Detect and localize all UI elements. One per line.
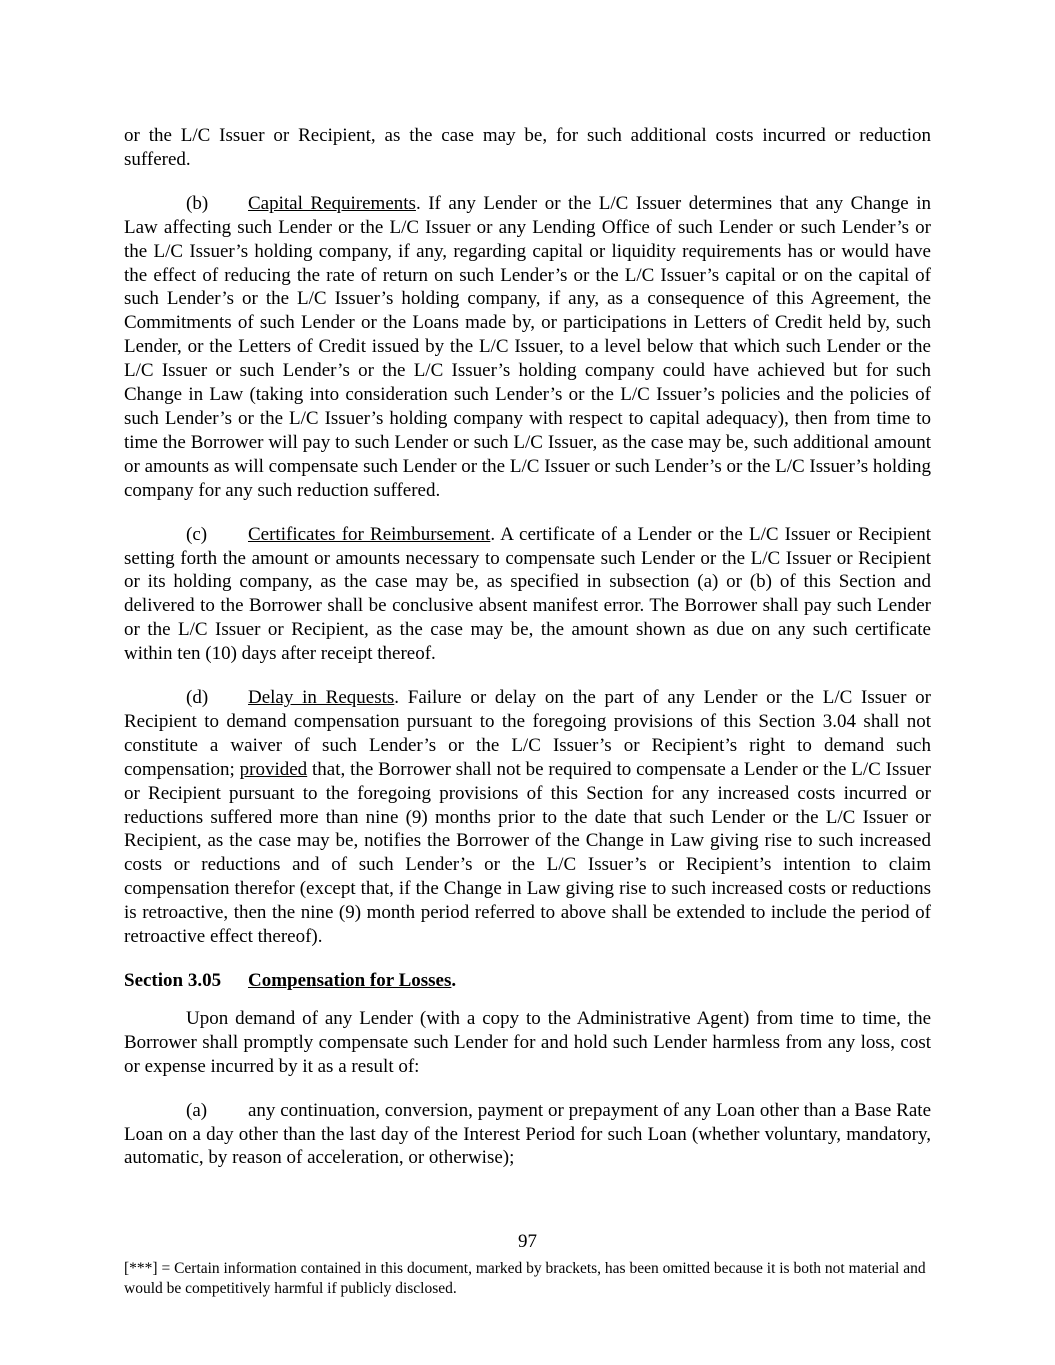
footnote: [***] = Certain information contained in this document, marked by brackets, has been omitted because it is both not material and would be competitively harmful if publicly disclosed.: [124, 1260, 926, 1297]
paragraph-b-title: Capital Requirements: [248, 192, 416, 214]
section-intro: Upon demand of any Lender (with a copy to the Administrative Agent) from time to time, the Borrower shall promptly compensate such Lender for and hold such Lender harmless from any loss, cost or expense incurred by it as a result of:: [124, 1007, 931, 1077]
continuation-paragraph: or the L/C Issuer or Recipient, as the case may be, for such additional costs incurred or reduction suffered.: [124, 125, 931, 170]
page-number: 97: [518, 1231, 537, 1252]
paragraph-d-body-2: that, the Borrower shall not be required to compensate a Lender or the L/C Issuer or Recipient pursuant to the foregoing provisions of this Section for any increased costs incurred or reductions suffered more than nine (9) months prior to the date that such Lender or the L/C Issuer or Recipient, as the case may be, notifies the Borrower of the Change in Law giving rise to such increased costs or reductions and of such Lender’s or the L/C Issuer’s or Recipient’s intention to claim compensation therefor (except that, if the Change in Law giving rise to such increased costs or reductions is retroactive, then the nine (9) month period referred to above shall be extended to include the period of retroactive effect thereof).: [124, 758, 931, 948]
document-body: [124, 124, 931, 1190]
paragraph-c: [124, 523, 931, 666]
paragraph-d-provided: provided: [239, 758, 308, 780]
paragraph-c-label: (c): [186, 523, 208, 545]
paragraph-b-label: (b): [186, 192, 209, 214]
paragraph-c-title: Certificates for Reimbursement: [248, 523, 491, 545]
paragraph-d-body-1: . Failure or delay on the part of any Lender or the L/C Issuer or Recipient to demand compensation pursuant to the foregoing provisions of this Section 3.04 shall not constitute a waiver of such Lender’s or the L/C Issuer’s or Recipient’s right to demand such compensation;: [124, 687, 931, 780]
item-a-label: (a): [186, 1099, 208, 1121]
paragraph-d: [124, 686, 931, 949]
item-a-body: any continuation, conversion, payment or prepayment of any Loan other than a Base Rate Loan on a day other than the last day of the Interest Period for such Loan (whether voluntary, mandatory, automatic, by reason of acceleration, or otherwise);: [124, 1099, 931, 1169]
paragraph-b: [124, 192, 931, 503]
paragraph-d-title: Delay in Requests: [248, 687, 395, 709]
section-number: Section 3.05: [124, 970, 222, 991]
section-title-period: .: [451, 970, 457, 991]
paragraph-c-body: . A certificate of a Lender or the L/C Issuer or Recipient setting forth the amount or amounts necessary to compensate such Lender or the L/C Issuer or Recipient or its holding company, as the case may be, as specified in subsection (a) or (b) of this Section and delivered to the Borrower shall be conclusive absent manifest error. The Borrower shall pay such Lender or the L/C Issuer or Recipient, as the case may be, the amount shown as due on any such certificate within ten (10) days after receipt thereof.: [124, 523, 931, 665]
paragraph-b-body: . If any Lender or the L/C Issuer determines that any Change in Law affecting such Lender or the L/C Issuer or any Lending Office of such Lender or such Lender’s or the L/C Issuer’s holding company, if any, regarding capital or liquidity requirements has or would have the effect of reducing the rate of return on such Lender’s or the L/C Issuer’s capital or on the capital of such Lender’s or the L/C Issuer’s holding company, if any, as a consequence of this Agreement, the Commitments of such Lender or the Loans made by, or participations in Letters of Credit held by, such Lender, or the Letters of Credit issued by the L/C Issuer, to a level below that which such Lender or the L/C Issuer or such Lender’s or the L/C Issuer’s holding company could have achieved but for such Change in Law (taking into consideration such Lender’s or the L/C Issuer’s policies and the policies of such Lender’s or the L/C Issuer’s holding company with respect to capital adequacy), then from time to time the Borrower will pay to such Lender or such L/C Issuer, as the case may be, such additional amount or amounts as will compensate such Lender or the L/C Issuer or such Lender’s or the L/C Issuer’s holding company for any such reduction suffered.: [124, 192, 931, 501]
item-a: [124, 1099, 931, 1171]
paragraph-d-label: (d): [186, 687, 209, 709]
section-heading: [124, 969, 931, 993]
section-title: Compensation for Losses: [248, 970, 452, 991]
